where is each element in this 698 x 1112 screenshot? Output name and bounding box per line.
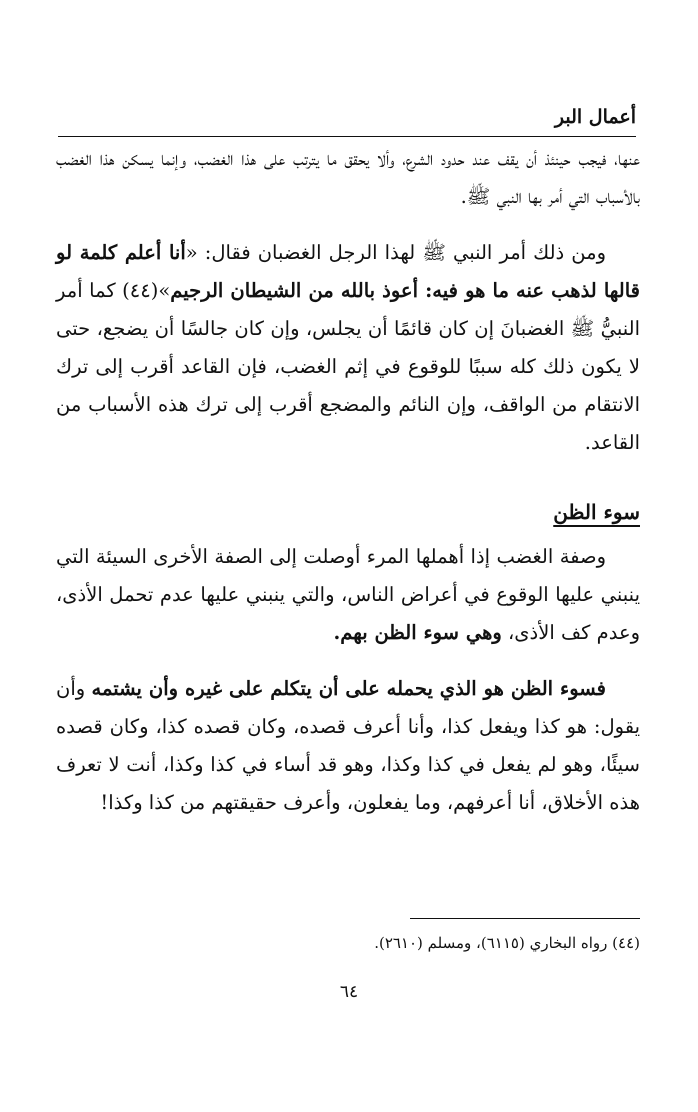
paragraph-4: [56, 670, 640, 822]
paragraph-3-text: وصفة الغضب إذا أهملها المرء أوصلت إلى الصفة الأخرى السيئة التي ينبني عليها الوقوع في أعراض الناس، والتي ينبني عليها عدم تحمل الأذى، وعدم كف الأذى،: [56, 545, 640, 644]
paragraph-2-intro: ومن ذلك أمر النبي ﷺ لهذا الرجل الغضبان فقال: «: [185, 241, 606, 264]
section-heading: سوء الظن: [553, 500, 640, 524]
footnote-divider: [410, 918, 640, 919]
paragraph-4-bold: فسوء الظن هو الذي يحمله على أن يتكلم على غيره وأن يشتمه: [91, 677, 606, 700]
running-header: [58, 106, 636, 137]
running-title: أعمال البر: [554, 106, 636, 128]
paragraph-2-rest: »(٤٤) كما أمر النبيُّ ﷺ الغضبانَ إن كان قائمًا أن يجلس، وإن كان جالسًا أن يضجع، حتى لا يكون ذلك كله سببًا للوقوع في إثم الغضب، فإن القاعد أقرب إلى ترك الانتقام من الواقف، وإن النائم والمضجع أقرب إلى ترك هذه الأسباب من القاعد.: [56, 279, 640, 454]
page-number: ٦٤: [339, 982, 359, 1002]
paragraph-4-rest: وأن يقول: هو كذا ويفعل كذا، وأنا أعرف قصده، وكان قصده كذا، وكان قصده سيئًا، وهو لم يفعل في كذا وكذا، وهو قد أساء في كذا وكذا، أنت لا تعرف هذه الأخلاق، أنا أعرفهم، وما يفعلون، وأعرف حقيقتهم من كذا وكذا!: [56, 677, 640, 814]
paragraph-3-bold: وهي سوء الظن بهم.: [333, 621, 502, 644]
paragraph-3: [56, 538, 640, 652]
paragraph-1: عنها، فيجب حينئذ أن يقف عند حدود الشرع، وألا يحقق ما يترتب على هذا الغضب، وإنما يسكن هذا الغضب بالأسباب التي أمر بها النبي ﷺ.: [56, 147, 640, 208]
paragraph-2: [56, 234, 640, 462]
hadith-quote: أنا أعلم كلمة لو قالها لذهب عنه ما هو فيه: أعوذ بالله من الشيطان الرجيم: [56, 241, 640, 302]
page-body: [56, 140, 640, 822]
footnote: (٤٤) رواه البخاري (٦١١٥)، ومسلم (٢٦١٠).: [374, 934, 640, 952]
